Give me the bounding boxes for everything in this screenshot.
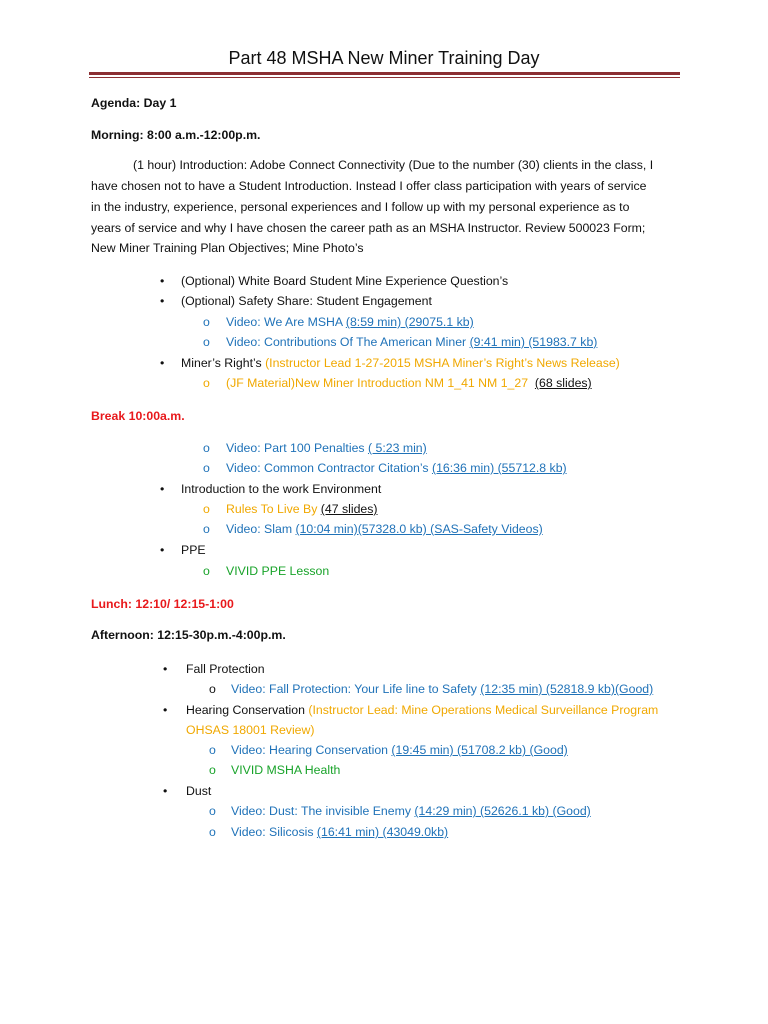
title-rule-thin: [89, 77, 680, 78]
video-slam: [226, 522, 543, 536]
lunch-heading: Lunch: 12:10/ 12:15-1:00: [91, 597, 234, 611]
afternoon-heading: Afternoon: 12:15-30p.m.-4:00p.m.: [91, 628, 286, 642]
slides-link[interactable]: (47 slides): [320, 502, 378, 516]
sub-bullet-icon: o: [203, 522, 210, 536]
bullet-ppe: PPE: [181, 543, 206, 557]
video-label: Video: Dust: The invisible Enemy: [231, 804, 415, 818]
video-label: Video: Slam: [226, 522, 296, 536]
hearing-instructor-lead: (Instructor Lead: Mine Operations Medical Surveillance Program: [308, 703, 659, 717]
bullet-work-environment: Introduction to the work Environment: [181, 482, 382, 496]
bullet-dust: Dust: [186, 784, 212, 798]
hearing-instructor-lead-cont: OHSAS 18001 Review): [186, 723, 315, 737]
bullet-hearing-conservation: [186, 703, 658, 717]
intro-line-5: New Miner Training Plan Objectives; Mine Photo’s: [91, 241, 364, 255]
agenda-heading: Agenda: Day 1: [91, 96, 177, 110]
video-hearing-conservation: [231, 743, 568, 757]
sub-bullet-icon: o: [209, 804, 216, 818]
rules-label: Rules To Live By: [226, 502, 321, 516]
bullet-icon: •: [160, 482, 165, 496]
video-link[interactable]: (9:41 min) (51983.7 kb): [469, 335, 598, 349]
sub-bullet-icon: o: [209, 825, 216, 839]
vivid-msha-health: VIVID MSHA Health: [231, 763, 341, 777]
video-fall-protection: [231, 682, 653, 696]
intro-line-4: years of service and why I have chosen the career path as an MSHA Instructor. Review 500023 Form;: [91, 221, 646, 235]
sub-bullet-icon: o: [203, 335, 210, 349]
video-label: Video: We Are MSHA: [226, 315, 346, 329]
video-label: Video: Hearing Conservation: [231, 743, 392, 757]
intro-line-2: have chosen not to have a Student Introduction. Instead I offer class participation with years of service: [91, 179, 647, 193]
video-link[interactable]: (16:36 min) (55712.8 kb): [431, 461, 567, 475]
hearing-label: Hearing Conservation: [186, 703, 309, 717]
bullet-icon: •: [160, 543, 165, 557]
video-link[interactable]: (12:35 min) (52818.9 kb)(Good): [480, 682, 654, 696]
sub-bullet-icon: o: [203, 376, 210, 390]
sub-bullet-icon: o: [209, 743, 216, 757]
video-contractor-citations: [226, 461, 567, 475]
sub-bullet-icon: o: [209, 763, 216, 777]
miners-rights-instructor-lead: (Instructor Lead 1-27-2015 MSHA Miner’s Right’s News Release): [265, 356, 620, 370]
intro-line-3: in the industry, experience, personal experiences and I follow up with my personal experience as to: [91, 200, 630, 214]
bullet-safety-prefix: (Optional): [181, 294, 239, 308]
bullet-safety-share: [181, 294, 432, 308]
bullet-icon: •: [160, 294, 165, 308]
video-link[interactable]: (19:45 min) (51708.2 kb) (Good): [391, 743, 568, 757]
bullet-icon: •: [160, 356, 165, 370]
video-link[interactable]: (16:41 min) (43049.0kb): [316, 825, 449, 839]
jf-material-item: [226, 376, 592, 390]
sub-bullet-icon: o: [203, 315, 210, 329]
bullet-fall-protection: Fall Protection: [186, 662, 265, 676]
video-contributions: [226, 335, 597, 349]
video-link[interactable]: (14:29 min) (52626.1 kb) (Good): [414, 804, 591, 818]
video-label: Video: Common Contractor Citation’s: [226, 461, 432, 475]
bullet-safety-bold: Safety Share: Student Engagement: [238, 294, 432, 308]
sub-bullet-icon: o: [203, 441, 210, 455]
video-label: Video: Contributions Of The American Miner: [226, 335, 470, 349]
jf-material-label: (JF Material)New Miner Introduction NM 1_41 NM 1_27: [226, 376, 529, 390]
bullet-icon: •: [163, 703, 168, 717]
vivid-ppe-lesson: VIVID PPE Lesson: [226, 564, 330, 578]
sub-bullet-icon: o: [203, 564, 210, 578]
page-title: Part 48 MSHA New Miner Training Day: [228, 48, 540, 68]
bullet-whiteboard: (Optional) White Board Student Mine Experience Question’s: [181, 274, 509, 288]
video-silicosis: [231, 825, 448, 839]
bullet-icon: •: [163, 662, 168, 676]
video-link[interactable]: (10:04 min)(57328.0 kb) (SAS-Safety Videos): [295, 522, 543, 536]
break-heading: Break 10:00a.m.: [91, 409, 185, 423]
video-dust: [231, 804, 591, 818]
video-we-are-msha: [226, 315, 474, 329]
video-label: Video: Silicosis: [231, 825, 317, 839]
slides-link[interactable]: (68 slides): [534, 376, 592, 390]
bullet-miners-rights: [181, 356, 620, 370]
rules-to-live-by: [226, 502, 378, 516]
sub-bullet-icon: o: [203, 461, 210, 475]
sub-bullet-icon: o: [209, 682, 216, 696]
bullet-icon: •: [160, 274, 165, 288]
video-label: Video: Part 100 Penalties: [226, 441, 368, 455]
miners-rights-label: Miner’s Right’s: [181, 356, 266, 370]
video-link[interactable]: ( 5:23 min): [367, 441, 427, 455]
morning-heading: Morning: 8:00 a.m.-12:00p.m.: [91, 128, 261, 142]
video-part-100: [226, 441, 427, 455]
bullet-icon: •: [163, 784, 168, 798]
video-label: Video: Fall Protection: Your Life line to Safety: [231, 682, 481, 696]
intro-line-1: (1 hour) Introduction: Adobe Connect Connectivity (Due to the number (30) clients in the class, I: [133, 158, 654, 172]
title-rule-thick: [89, 72, 680, 75]
video-link[interactable]: (8:59 min) (29075.1 kb): [345, 315, 474, 329]
sub-bullet-icon: o: [203, 502, 210, 516]
